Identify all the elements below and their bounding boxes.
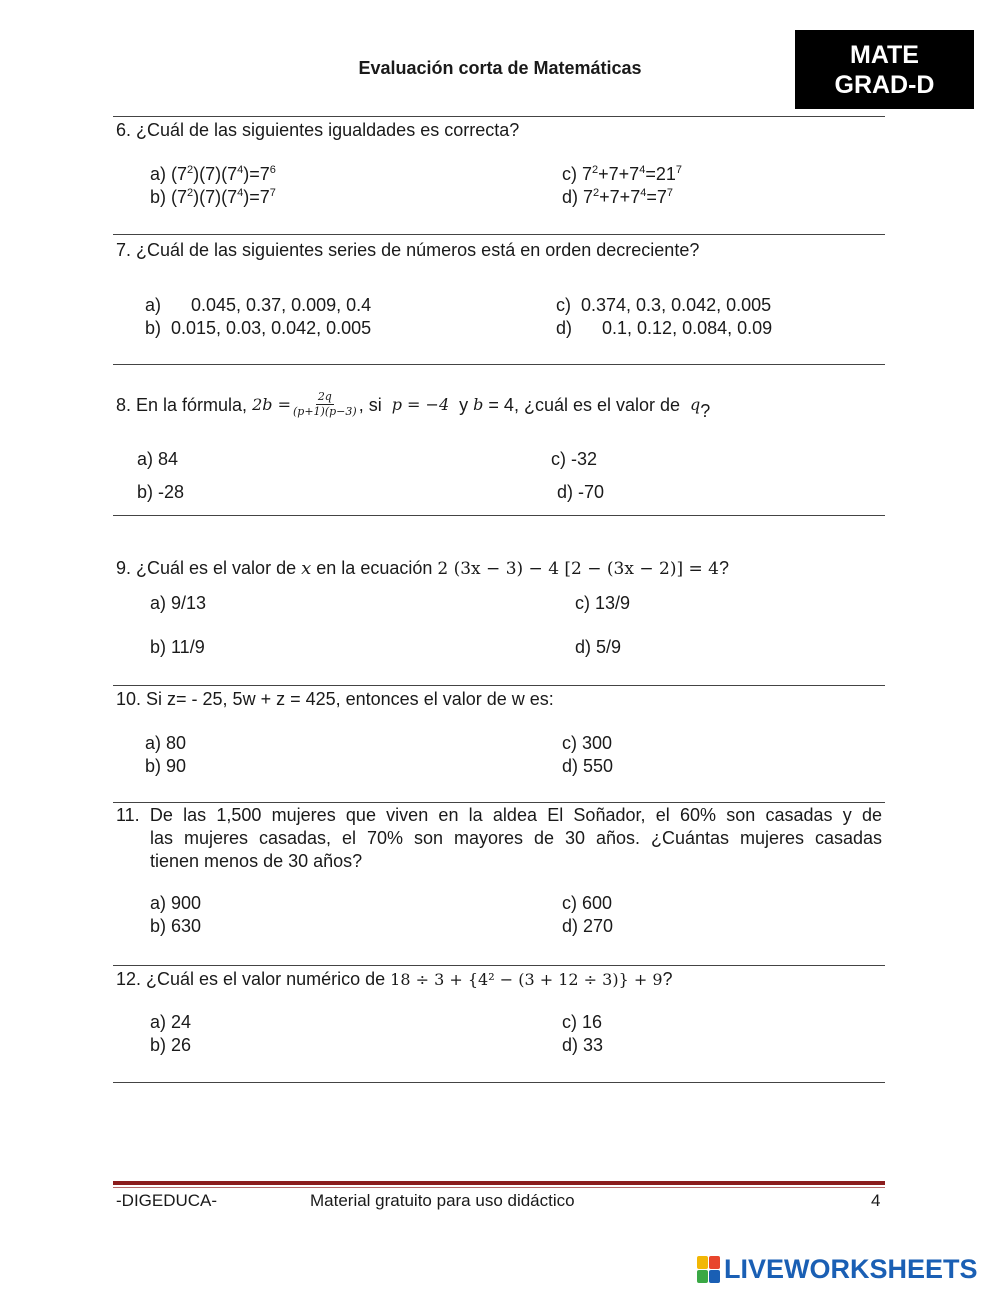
- page-number: 4: [871, 1191, 881, 1210]
- question-9-option-a[interactable]: a) 9/13: [150, 593, 207, 613]
- question-6-option-a[interactable]: a) $(7^2)(7)(7^4)=7^6$: [150, 164, 276, 184]
- footer-rule-thin: [113, 1187, 885, 1188]
- page-title: Evaluación corta de Matemáticas: [358, 58, 642, 78]
- question-8-si: , si: [358, 394, 382, 415]
- divider: [113, 116, 885, 117]
- liveworksheets-logo-icon: [697, 1256, 720, 1283]
- question-11-line-1: 11. De las 1,500 mujeres que viven en la aldea El Soñador, el 60% son casadas y de: [116, 805, 882, 825]
- question-8-y: y: [459, 394, 469, 415]
- question-mark: ?: [718, 558, 729, 578]
- question-10-option-d[interactable]: d) 550: [562, 756, 614, 776]
- question-9-option-d[interactable]: d) 5/9: [575, 637, 622, 657]
- fraction-denominator: (p+1)(p−3): [293, 405, 357, 418]
- question-6-option-b[interactable]: b) $(7^2)(7)(7^4)=7^7$: [150, 187, 276, 207]
- numeric-expression: 18 ÷ 3 + {4² − (3 + 12 ÷ 3)} + 9: [390, 970, 663, 989]
- question-9-option-b[interactable]: b) 11/9: [150, 637, 205, 657]
- question-mark: ?: [700, 400, 711, 421]
- b-variable: b: [473, 394, 484, 414]
- q-variable: q: [690, 394, 701, 414]
- question-10-option-b[interactable]: b) 90: [145, 756, 187, 776]
- liveworksheets-watermark[interactable]: [697, 1255, 978, 1283]
- badge-line-2: GRAD-D: [834, 70, 935, 99]
- equation: 2 (3x − 3) − 4 [2 − (3x − 2)] = 4: [437, 559, 719, 579]
- footer-left: -DIGEDUCA-: [116, 1191, 218, 1210]
- question-12-option-c[interactable]: c) 16: [562, 1012, 603, 1032]
- question-7-prompt: 7. ¿Cuál de las siguientes series de números está en orden decreciente?: [116, 240, 700, 260]
- formula-fraction: [293, 390, 357, 419]
- divider: [113, 234, 885, 235]
- divider: [113, 364, 885, 365]
- divider: [113, 685, 885, 686]
- divider: [113, 965, 885, 966]
- question-6-option-d[interactable]: d) $7^2+7+7^4=7^7$: [562, 187, 673, 207]
- p-value: p = −4: [391, 394, 450, 414]
- footer-center: Material gratuito para uso didáctico: [310, 1191, 575, 1210]
- question-11-option-c[interactable]: c) 600: [562, 893, 613, 913]
- question-8-b-value: = 4, ¿cuál es el valor de: [488, 394, 681, 415]
- question-7-option-d[interactable]: d) 0.1, 0.12, 0.084, 0.09: [556, 318, 773, 338]
- question-10-prompt: 10. Si z= - 25, 5w + z = 425, entonces el valor de w es:: [116, 689, 554, 709]
- watermark-text: LIVEWORKSHEETS: [724, 1254, 978, 1284]
- question-11-line-3: tienen menos de 30 años?: [150, 851, 363, 871]
- divider: [113, 1082, 885, 1083]
- question-12-intro: 12. ¿Cuál es el valor numérico de: [116, 969, 386, 989]
- question-9-prompt: [116, 557, 729, 580]
- question-8-option-b[interactable]: b) -28: [137, 482, 185, 502]
- question-6-option-c[interactable]: c) $7^2+7+7^4=21^7$: [562, 164, 682, 184]
- question-8-option-a[interactable]: a) 84: [137, 449, 179, 469]
- question-8-option-d[interactable]: d) -70: [557, 482, 605, 502]
- question-11-line-2: las mujeres casadas, el 70% son mayores de 30 años. ¿Cuántas mujeres casadas: [150, 828, 882, 848]
- divider: [113, 802, 885, 803]
- question-8-intro: 8. En la fórmula,: [116, 394, 248, 415]
- question-mark: ?: [662, 969, 673, 989]
- fraction-numerator: 2q: [317, 390, 332, 403]
- question-11-option-a[interactable]: a) 900: [150, 893, 202, 913]
- question-6-prompt: 6. ¿Cuál de las siguientes igualdades es correcta?: [116, 120, 520, 140]
- question-12-option-d[interactable]: d) 33: [562, 1035, 604, 1055]
- question-11-option-b[interactable]: b) 630: [150, 916, 202, 936]
- question-8-option-c[interactable]: c) -32: [551, 449, 598, 469]
- question-12-option-b[interactable]: b) 26: [150, 1035, 192, 1055]
- question-12-prompt: [116, 968, 673, 991]
- badge-line-1: MATE: [850, 40, 919, 69]
- x-variable: x: [301, 558, 312, 579]
- question-8-prompt: [116, 390, 710, 419]
- question-10-option-a[interactable]: a) 80: [145, 733, 187, 753]
- question-7-option-a[interactable]: a) 0.045, 0.37, 0.009, 0.4: [145, 295, 372, 315]
- formula-lhs: 2b =: [252, 394, 291, 414]
- question-10-option-c[interactable]: c) 300: [562, 733, 613, 753]
- question-9-option-c[interactable]: c) 13/9: [575, 593, 631, 613]
- divider: [113, 515, 885, 516]
- footer-rule: [113, 1181, 885, 1185]
- question-12-option-a[interactable]: a) 24: [150, 1012, 192, 1032]
- question-7-option-c[interactable]: c) 0.374, 0.3, 0.042, 0.005: [556, 295, 772, 315]
- subject-badge: [795, 30, 974, 109]
- question-7-option-b[interactable]: b) 0.015, 0.03, 0.042, 0.005: [145, 318, 372, 338]
- question-11-option-d[interactable]: d) 270: [562, 916, 614, 936]
- question-9-intro: 9. ¿Cuál es el valor de: [116, 558, 297, 578]
- question-9-mid: en la ecuación: [316, 558, 433, 578]
